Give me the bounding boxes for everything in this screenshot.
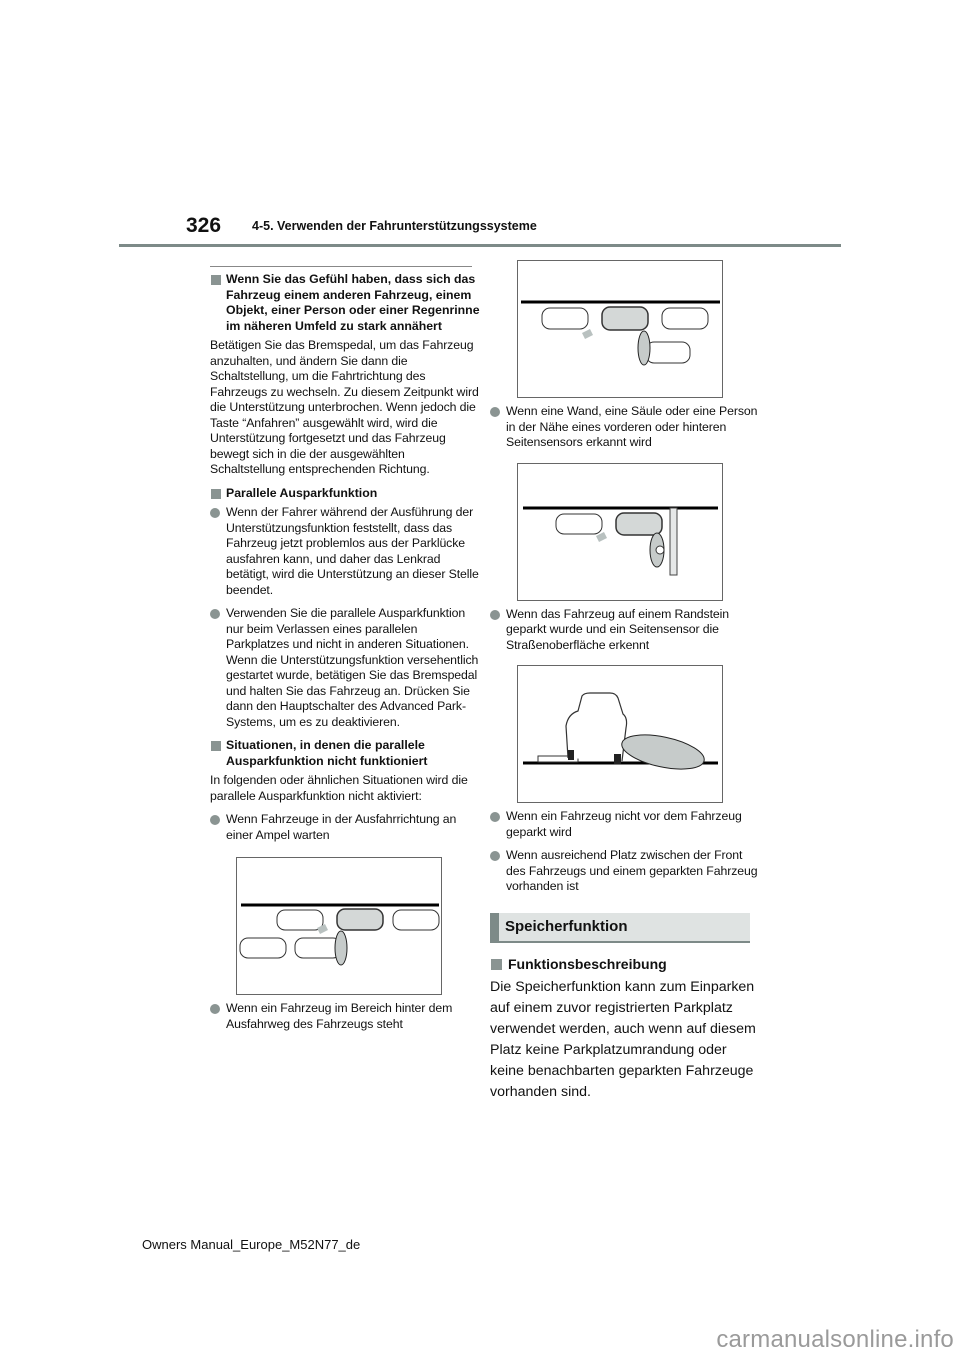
- subheading-function-description: Funktionsbeschreibung: [490, 955, 760, 973]
- footer-doc-id: Owners Manual_Europe_M52N77_de: [142, 1237, 361, 1252]
- square-bullet-icon: [211, 275, 221, 285]
- bullet-item: Wenn ausreichend Platz zwischen der Front des Fahrzeugs und einem geparkten Fahrzeug vorhanden ist: [490, 848, 760, 895]
- paragraph-brake-instructions: Betätigen Sie das Bremspedal, um das Fahrzeug anzuhalten, und ändern Sie dann die Schaltstellung, um die Fahrtrichtung des Fahrzeugs zu wechseln. Zu diesem Zeitpunkt wird die Unterstützung unterbrochen. Wenn jedoch die Taste “Anfahren” ausgewählt wird, wird die Unterstützung fortgesetzt und das Fahrzeug bewegt sich in die der ausgewählten Schaltstellung entsprechenden Richtung.: [210, 338, 479, 476]
- square-bullet-icon: [491, 959, 502, 970]
- square-bullet-icon: [211, 489, 221, 499]
- bullet-item: Wenn Fahrzeuge in der Ausfahrrichtung an einer Ampel warten: [210, 812, 480, 843]
- circle-bullet-icon: [210, 1004, 220, 1014]
- bullet-item: Wenn der Fahrer während der Ausführung der Unterstützungsfunktion feststellt, dass das Fahrzeug jetzt problemlos aus der Parklücke ausfahren kann, und daher das Lenkrad betätigt, wird die Unterstützung an dieser Stelle beendet.: [210, 505, 480, 598]
- left-column: [210, 266, 480, 1040]
- parking-diagram-icon: [518, 464, 724, 602]
- parking-diagram-icon: [518, 261, 724, 399]
- circle-bullet-icon: [490, 851, 500, 861]
- header-divider: [119, 244, 841, 247]
- section-title-memory-function: Speicherfunktion: [490, 913, 750, 943]
- bullet-item: Wenn ein Fahrzeug im Bereich hinter dem Ausfahrweg des Fahrzeugs steht: [210, 1001, 480, 1032]
- circle-bullet-icon: [210, 609, 220, 619]
- figure-curb-parking: [517, 665, 723, 803]
- watermark: carmanualsonline.info: [716, 1326, 954, 1353]
- figure-traffic-light-queue: [236, 857, 442, 995]
- bullet-item: Wenn eine Wand, eine Säule oder eine Person in der Nähe eines vorderen oder hinteren Seitensensors erkannt wird: [490, 404, 760, 451]
- figure-pillar-side-sensor: [517, 463, 723, 601]
- right-column: [490, 260, 760, 1103]
- circle-bullet-icon: [490, 407, 500, 417]
- parking-diagram-icon: [237, 858, 443, 996]
- bullet-item: Wenn das Fahrzeug auf einem Randstein geparkt wurde und ein Seitensensor die Straßenoberfläche erkennt: [490, 607, 760, 654]
- subheading-too-close: Wenn Sie das Gefühl haben, dass sich das Fahrzeug einem anderen Fahrzeug, einem Objekt, einer Person oder einer Regenrinne im näheren Umfeld zu stark annähert: [210, 272, 480, 334]
- subheading-not-working: Situationen, in denen die parallele Ausparkfunktion nicht funktioniert: [210, 738, 480, 769]
- paragraph-situations-intro: In folgenden oder ähnlichen Situationen wird die parallele Ausparkfunktion nicht aktiviert:: [210, 773, 468, 803]
- circle-bullet-icon: [490, 610, 500, 620]
- bullet-item: Verwenden Sie die parallele Ausparkfunktion nur beim Verlassen eines parallelen Parkplatzes und nicht in anderen Situationen. Wenn die Unterstützungsfunktion versehentlich gestartet wurde, betätigen Sie das Bremspedal und halten Sie das Fahrzeug an. Drücken Sie dann den Hauptschalter des Advanced Park-Systems, um es zu deaktivieren.: [210, 606, 480, 730]
- figure-vehicle-behind-exit: [517, 260, 723, 398]
- section-header-title: 4-5. Verwenden der Fahrunterstützungssysteme: [252, 219, 537, 233]
- circle-bullet-icon: [210, 508, 220, 518]
- square-bullet-icon: [211, 741, 221, 751]
- bullet-item: Wenn ein Fahrzeug nicht vor dem Fahrzeug geparkt wird: [490, 809, 760, 840]
- page-number: 326: [186, 214, 222, 237]
- paragraph-memory-function: Die Speicherfunktion kann zum Einparken auf einem zuvor registrierten Parkplatz verwendet werden, auch wenn auf diesem Platz keine Parkplatzumrandung oder keine benachbarten geparkten Fahrzeuge vorhanden sind.: [490, 978, 756, 1100]
- parking-diagram-icon: [518, 666, 724, 804]
- circle-bullet-icon: [490, 812, 500, 822]
- column-top-divider: [210, 266, 472, 267]
- subheading-parallel-exit: Parallele Ausparkfunktion: [210, 486, 480, 502]
- circle-bullet-icon: [210, 815, 220, 825]
